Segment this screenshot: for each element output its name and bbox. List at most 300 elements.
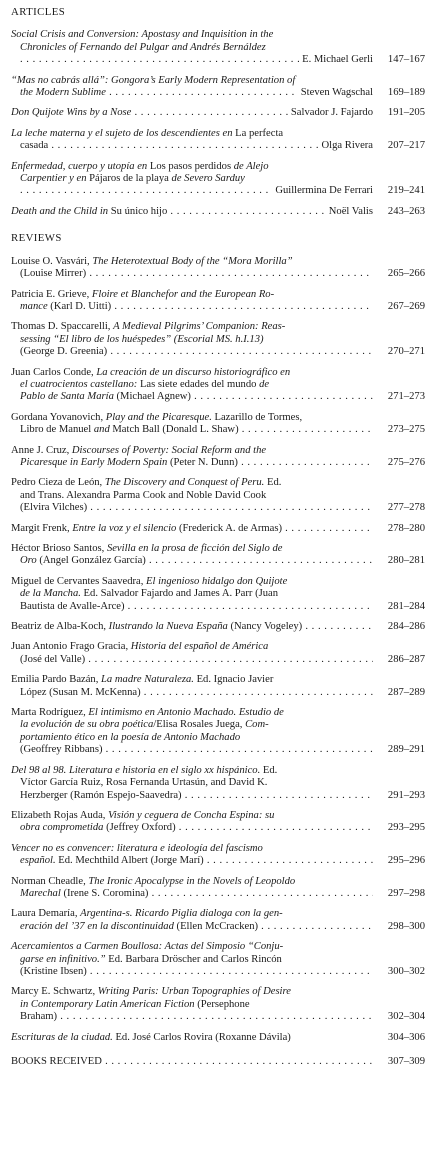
text-segment: el cuatrocientos castellano:	[20, 378, 138, 390]
dot-leader-text	[11, 206, 326, 218]
text-segment: The Ironic Apocalypse in the Novels of Leopoldo	[88, 875, 296, 887]
text-segment: (José del Valle)	[20, 653, 86, 665]
page-range: 219–241	[387, 185, 425, 197]
text-segment: Com-	[245, 719, 269, 731]
page-range: 191–205	[387, 107, 425, 119]
text-segment: español.	[20, 855, 56, 867]
entry-line	[11, 707, 373, 719]
article-entry[interactable]	[11, 206, 425, 218]
review-entry[interactable]	[11, 412, 425, 437]
entry-author	[299, 54, 373, 66]
text-segment: (Jeffrey Oxford)	[103, 822, 176, 834]
entry-author	[319, 140, 373, 152]
text-segment: La perfecta	[232, 127, 284, 139]
review-entry[interactable]	[11, 641, 425, 666]
entry-line	[11, 54, 373, 66]
text-segment: de	[259, 378, 270, 390]
dot-leader-text	[20, 654, 373, 666]
page-range: 295–296	[387, 855, 425, 867]
text-segment: Sevilla en la prosa de ficción del Siglo de	[106, 543, 283, 554]
entry-line	[11, 654, 373, 666]
text-segment: Louise O. Vasvári,	[11, 255, 93, 267]
dot-leader-text	[11, 621, 373, 633]
text-segment: Víctor García Ruiz, Rosa Fernanda Urtasún, and David K.	[20, 777, 268, 789]
dot-leader-text	[20, 346, 373, 358]
line-text	[20, 379, 269, 391]
text-segment: Discourses of Poverty: Social Reform and the	[71, 444, 267, 456]
review-entry[interactable]	[11, 765, 425, 802]
page-range: 169–189	[387, 87, 425, 99]
text-segment: (Donald L. Shaw)	[162, 424, 239, 436]
text-segment: (Louise Mirrer)	[20, 268, 87, 280]
page-range: 293–295	[387, 822, 425, 834]
dot-leader-text	[20, 391, 373, 403]
text-segment: (Persephone	[194, 998, 250, 1010]
text-segment: eración del ’37 en la discontinuidad	[20, 920, 174, 932]
text-segment: Miguel de Cervantes Saavedra,	[11, 575, 147, 587]
text-segment: Bautista de Avalle-Arce)	[20, 600, 125, 612]
entry-line	[11, 412, 373, 424]
line-text	[11, 1032, 291, 1044]
books-received-entry[interactable]	[11, 1056, 425, 1068]
entry-line	[11, 367, 373, 379]
text-segment: (Nancy Vogeley)	[227, 621, 303, 633]
page-range: 281–284	[387, 600, 425, 612]
entry-line	[11, 490, 373, 502]
entry-line	[11, 687, 373, 699]
text-segment: Marcy E. Schwartz,	[11, 986, 98, 998]
review-entry[interactable]	[11, 986, 425, 1023]
text-segment: Emilia Pardo Bazán,	[11, 674, 102, 686]
review-entry[interactable]	[11, 523, 425, 535]
entry-line	[11, 1032, 373, 1044]
articles-heading: ARTICLES	[11, 6, 66, 18]
text-segment: Pedro Cieza de León,	[11, 477, 105, 489]
page-range: 297–298	[387, 887, 425, 899]
review-entry[interactable]	[11, 576, 425, 613]
dot-leader-text	[20, 744, 373, 756]
entry-line	[11, 954, 373, 966]
article-entry[interactable]	[11, 107, 425, 119]
dot-leader-text	[20, 268, 373, 280]
line-text	[11, 128, 283, 140]
text-segment: de Severo Sarduy	[171, 173, 245, 185]
line-text	[11, 75, 295, 87]
dot-leader-text	[20, 601, 373, 613]
text-segment: the Modern Sublime	[20, 87, 106, 99]
dot-leader-text	[20, 921, 373, 933]
line-text	[11, 29, 273, 41]
entry-line	[11, 128, 373, 140]
entry-line	[11, 301, 373, 313]
text-segment: Ed. Barbara Dröscher and Carlos Rincón	[105, 953, 282, 965]
entry-line	[11, 1011, 373, 1023]
text-segment: A Medieval Pilgrims’ Companion: Reas-	[113, 321, 286, 333]
entry-line	[11, 986, 373, 998]
review-entry[interactable]	[11, 1032, 425, 1044]
line-text	[11, 707, 284, 719]
entry-line	[11, 876, 373, 888]
text-segment: Ed.	[260, 764, 278, 776]
text-segment: (Karl D. Uitti)	[47, 300, 112, 312]
text-segment: la evolución de su obra poética	[20, 719, 154, 731]
article-entry[interactable]	[11, 161, 425, 198]
text-segment: Beatriz de Alba-Koch,	[11, 621, 109, 633]
line-text	[11, 810, 274, 822]
review-entry[interactable]	[11, 674, 425, 699]
dot-leader-text	[20, 502, 373, 514]
text-segment: La leche materna y el sujeto de los descendientes en	[11, 127, 233, 139]
entry-line	[11, 621, 373, 633]
entry-line	[11, 206, 373, 218]
page-range: 286–287	[387, 653, 425, 665]
entry-line	[11, 256, 373, 268]
text-segment: Noël Valis	[328, 205, 373, 217]
line-text	[11, 843, 263, 855]
review-entry[interactable]	[11, 621, 425, 633]
article-entry[interactable]	[11, 75, 425, 100]
line-text	[11, 941, 283, 953]
page-range: 298–300	[387, 920, 425, 932]
article-entry[interactable]	[11, 128, 425, 153]
text-segment: Historia del español de América	[130, 641, 269, 653]
page-range: 207–217	[387, 140, 425, 152]
entry-line	[11, 719, 373, 731]
dot-leader-text	[20, 1011, 373, 1023]
entry-line	[11, 555, 373, 567]
page-range: 291–293	[387, 789, 425, 801]
dot-leader-text	[20, 140, 319, 152]
text-segment: de Alejo	[233, 160, 269, 172]
page-range: 284–286	[387, 621, 425, 633]
books-received-pages: 307–309	[387, 1056, 425, 1067]
text-segment: Match Ball	[109, 424, 163, 436]
page-range: 271–273	[387, 391, 425, 403]
entry-line	[11, 29, 373, 41]
entry-line	[11, 321, 373, 333]
text-segment: Juan Antonio Frago Gracia,	[11, 641, 131, 653]
text-segment: mance	[20, 300, 48, 312]
entry-line	[11, 777, 373, 789]
page-range: 302–304	[387, 1011, 425, 1023]
entry-line	[11, 445, 373, 457]
entry-line	[11, 588, 373, 600]
entry-line	[11, 334, 373, 346]
text-segment: Las siete edades del mundo	[137, 378, 260, 390]
text-segment: Gordana Yovanovich,	[11, 411, 106, 423]
dot-leader-text	[20, 54, 299, 66]
dot-leader-text	[20, 855, 373, 867]
entry-line	[11, 790, 373, 802]
page-range: 147–167	[387, 54, 425, 66]
text-segment: Juan Carlos Conde,	[11, 366, 97, 378]
line-text	[11, 765, 277, 777]
text-segment: Ed. Salvador Fajardo and James A. Parr (Juan	[80, 588, 279, 600]
entry-line	[11, 173, 373, 185]
entry-line	[11, 502, 373, 514]
article-entry[interactable]	[11, 29, 425, 66]
entry-line	[11, 576, 373, 588]
reviews-list	[11, 256, 425, 1044]
review-entry[interactable]	[11, 707, 425, 757]
entry-line	[11, 966, 373, 978]
text-segment: Ilustrando la Nueva España	[108, 621, 228, 633]
review-entry[interactable]	[11, 289, 425, 314]
dot-leader-text	[20, 555, 373, 567]
line-text	[11, 543, 282, 555]
text-segment: Steven Wagschal	[300, 87, 373, 99]
review-entry[interactable]	[11, 321, 425, 358]
text-segment: Vencer no es convencer: literatura e ideología del fascismo	[11, 842, 263, 854]
text-segment: (Michael Agnew)	[113, 391, 191, 403]
dot-leader-text	[20, 966, 373, 978]
line-text	[11, 986, 291, 998]
page-range: 289–291	[387, 744, 425, 756]
dot-leader-text	[20, 457, 373, 469]
line-text	[11, 321, 285, 333]
text-segment: Elizabeth Rojas Auda,	[11, 809, 109, 821]
dot-leader-text	[20, 185, 272, 197]
text-segment: casada	[20, 140, 49, 152]
text-segment: Ed.	[264, 477, 282, 489]
text-segment: La madre Naturaleza.	[101, 674, 194, 686]
entry-line	[11, 185, 373, 197]
page-range: 280–281	[387, 555, 425, 567]
line-text	[20, 719, 269, 731]
text-segment: Social Crisis and Conversion: Apostasy and Inquisition in the	[11, 29, 274, 41]
text-segment: The Discovery and Conquest of Peru.	[104, 477, 265, 489]
dot-leader-text	[11, 107, 288, 119]
page-range: 265–266	[387, 268, 425, 280]
entry-line	[11, 42, 373, 54]
line-text	[11, 161, 269, 173]
entry-line	[11, 107, 373, 119]
text-segment: sessing “El libro de los huéspedes” (Escorial MS. h.I.13)	[20, 333, 264, 345]
review-entry[interactable]	[11, 908, 425, 933]
text-segment: (Geoffrey Ribbans)	[20, 744, 103, 756]
line-text	[11, 477, 281, 489]
text-segment: Marechal	[20, 887, 61, 899]
text-segment: /Elisa Rosales Juega,	[153, 719, 246, 731]
line-text	[11, 674, 273, 686]
dot-leader-text	[11, 523, 373, 535]
entry-author	[288, 107, 373, 119]
page-range: 275–276	[387, 456, 425, 468]
entry-line	[11, 268, 373, 280]
text-segment: Enfermedad, cuerpo y utopía en	[11, 160, 148, 172]
review-entry[interactable]	[11, 367, 425, 404]
entry-line	[11, 346, 373, 358]
line-text	[11, 412, 302, 424]
text-segment: Death and the Child in	[11, 205, 109, 217]
entry-line	[11, 87, 373, 99]
text-segment: Writing Paris: Urban Topographies of Desire	[97, 986, 291, 998]
entry-line	[11, 161, 373, 173]
text-segment: Ed. Mechthild Albert (Jorge Marí)	[55, 855, 204, 867]
text-segment: portamiento ético en la poesía de Antonio Machado	[20, 731, 241, 743]
text-segment: Ed. Ignacio Javier	[193, 674, 274, 686]
review-entry[interactable]	[11, 543, 425, 568]
entry-line	[11, 843, 373, 855]
text-segment: Ed. José Carlos Rovira (Roxanne Dávila)	[112, 1031, 291, 1043]
text-segment: (Irene S. Coromina)	[60, 887, 149, 899]
review-entry[interactable]	[11, 445, 425, 470]
text-segment: Visión y ceguera de Concha Espina: su	[108, 809, 275, 821]
text-segment: Del 98 al 98. Literatura e historia en el siglo xx hispánico.	[11, 764, 261, 776]
page-range: 243–263	[387, 205, 425, 217]
articles-list	[11, 29, 425, 218]
entry-line	[11, 744, 373, 756]
entry-line	[11, 822, 373, 834]
review-entry[interactable]	[11, 810, 425, 835]
line-text	[11, 876, 295, 888]
text-segment: Herzberger (Ramón Espejo-Saavedra)	[20, 789, 182, 801]
text-segment: Libro de Manuel	[20, 424, 94, 436]
entry-line	[11, 379, 373, 391]
books-received-label: BOOKS RECEIVED . . .	[11, 1056, 373, 1068]
text-segment: Acercamientos a Carmen Boullosa: Actas del Simposio “Conju-	[11, 941, 284, 953]
entry-line	[11, 941, 373, 953]
entry-line	[11, 641, 373, 653]
line-text	[20, 490, 266, 502]
text-segment: Salvador J. Fajardo	[290, 107, 373, 119]
line-text	[20, 334, 264, 346]
entry-line	[11, 855, 373, 867]
entry-line	[11, 289, 373, 301]
page-range: 270–271	[387, 346, 425, 358]
line-text	[20, 173, 245, 185]
text-segment: (Elvira Vilches)	[20, 502, 88, 514]
text-segment: Su único hijo	[108, 205, 168, 217]
entry-line	[11, 908, 373, 920]
text-segment: Guillermina De Ferrari	[275, 185, 373, 197]
text-segment: Escrituras de la ciudad.	[11, 1031, 113, 1043]
page-range: 300–302	[387, 965, 425, 977]
text-segment: Oro	[20, 555, 37, 567]
text-segment: Pájaros de la playa	[86, 173, 172, 185]
text-segment: Norman Cheadle,	[11, 875, 89, 887]
line-text	[20, 954, 282, 966]
text-segment: (Ángel González García)	[36, 555, 146, 567]
text-segment: “Mas no cabrás allá”: Gongora’s Early Modern Representation of	[11, 74, 296, 86]
line-text	[11, 256, 293, 268]
toc-page	[11, 6, 425, 1076]
text-segment: Pablo de Santa María	[20, 391, 114, 403]
entry-line	[11, 810, 373, 822]
text-segment: (Kristine Ibsen)	[20, 965, 87, 977]
text-segment: Picaresque in Early Modern Spain	[20, 456, 168, 468]
text-segment: Carpentier y en	[20, 173, 87, 185]
entry-line	[11, 424, 373, 436]
line-text	[11, 445, 266, 457]
text-segment: The Heterotextual Body of the “Mora Morilla”	[92, 255, 293, 267]
entry-line	[11, 523, 373, 535]
dot-leader-text	[20, 687, 373, 699]
line-text	[11, 908, 283, 920]
line-text	[11, 367, 290, 379]
text-segment: and Trans. Alexandra Parma Cook and Noble David Cook	[20, 489, 267, 501]
dot-leader-text	[20, 424, 373, 436]
entry-line	[11, 543, 373, 555]
page-range: 287–289	[387, 686, 425, 698]
line-text	[20, 732, 240, 744]
text-segment: Braham)	[20, 1011, 58, 1023]
text-segment: Play and the Picaresque.	[105, 411, 212, 423]
review-entry[interactable]	[11, 843, 425, 868]
review-entry[interactable]	[11, 941, 425, 978]
text-segment: Olga Rivera	[321, 140, 373, 152]
text-segment: Marta Rodríguez,	[11, 707, 89, 719]
page-range: 278–280	[387, 522, 425, 534]
dot-leader-text	[20, 822, 373, 834]
text-segment: (Ellen McCracken)	[173, 920, 259, 932]
page-range: 273–275	[387, 424, 425, 436]
entry-line	[11, 732, 373, 744]
entry-line	[11, 765, 373, 777]
review-entry[interactable]	[11, 477, 425, 514]
text-segment: obra comprometida	[20, 822, 104, 834]
entry-line	[11, 75, 373, 87]
text-segment: (Peter N. Dunn)	[167, 456, 238, 468]
text-segment: (George D. Greenia)	[20, 346, 108, 358]
text-segment: Héctor Brioso Santos,	[11, 543, 107, 554]
line-text	[11, 641, 268, 653]
review-entry[interactable]	[11, 256, 425, 281]
dot-leader-text	[20, 888, 373, 900]
dot-leader-text	[20, 301, 373, 313]
text-segment: in Contemporary Latin American Fiction	[20, 998, 195, 1010]
line-text	[20, 42, 266, 54]
entry-line	[11, 999, 373, 1011]
entry-author	[298, 87, 373, 99]
text-segment: Chronicles of Fernando del Pulgar and Andrés Bernáldez	[20, 41, 266, 53]
entry-author	[326, 206, 373, 218]
text-segment: La creación de un discurso historiográfico en	[96, 366, 291, 378]
line-text	[11, 576, 287, 588]
text-segment: Margit Frenk,	[11, 522, 73, 534]
text-segment: and	[93, 424, 110, 436]
text-segment: El intimismo en Antonio Machado. Estudio de	[88, 707, 284, 719]
text-segment: E. Michael Gerli	[302, 54, 373, 66]
dot-leader-text	[20, 87, 298, 99]
entry-line	[11, 391, 373, 403]
text-segment: garse en infinitivo.”	[20, 953, 106, 965]
text-segment: Laura Demaría,	[11, 908, 81, 920]
entry-line	[11, 477, 373, 489]
line-text	[20, 588, 278, 600]
review-entry[interactable]	[11, 876, 425, 901]
page-range: 304–306	[387, 1031, 425, 1043]
text-segment: El ingenioso hidalgo don Quijote	[146, 575, 288, 587]
page-range: 267–269	[387, 300, 425, 312]
entry-line	[11, 457, 373, 469]
text-segment: Thomas D. Spaccarelli,	[11, 321, 114, 333]
line-text	[20, 777, 267, 789]
text-segment: Don Quijote Wins by a Nose	[11, 107, 132, 119]
dot-leader-text	[20, 790, 373, 802]
entry-author	[272, 185, 373, 197]
text-segment: (Frederick A. de Armas)	[176, 522, 282, 534]
text-segment: Anne J. Cruz,	[11, 444, 72, 456]
text-segment: López (Susan M. McKenna)	[20, 686, 141, 698]
text-segment: Entre la voz y el silencio	[72, 522, 177, 534]
text-segment: de la Mancha.	[20, 588, 81, 600]
line-text	[11, 289, 274, 301]
text-segment: Floire et Blanchefor and the European Ro-	[91, 288, 275, 300]
text-segment: Argentina-s. Ricardo Piglia dialoga con la gen-	[80, 908, 283, 920]
line-text	[20, 999, 250, 1011]
text-segment: Patricia E. Grieve,	[11, 288, 92, 300]
